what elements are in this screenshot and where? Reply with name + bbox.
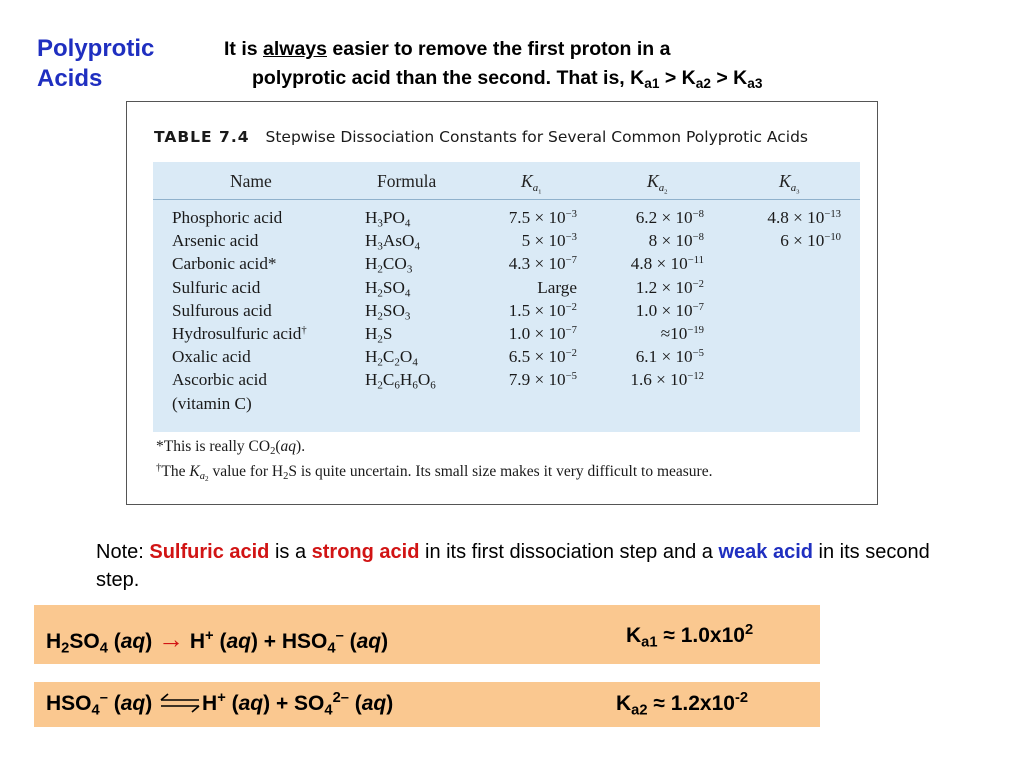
table-body <box>153 162 860 432</box>
acid-name-text: Ascorbic acid <box>172 370 267 390</box>
header-sub: 3 <box>796 188 800 196</box>
formula-part: PO <box>382 208 405 227</box>
intro-fragment: easier to remove the first proton in a <box>326 38 671 60</box>
ka-exponent: -2 <box>734 689 749 706</box>
eq-text: ) <box>381 630 389 653</box>
header-a: a <box>532 181 539 194</box>
ka2-exponent: −19 <box>687 325 704 337</box>
eq-state: aq <box>361 692 387 715</box>
ka2-cell <box>607 324 704 344</box>
formula-part: 3 <box>377 240 383 253</box>
ka1-mantissa: 1.5 × 10 <box>508 300 566 320</box>
formula-part: 2 <box>377 333 383 346</box>
header-ka1 <box>521 171 542 196</box>
table-caption-text: Stepwise Dissociation Constants for Several Common Polyprotic Acids <box>265 128 808 146</box>
acid-name-text: Hydrosulfuric acid <box>172 323 302 343</box>
ka-symbol <box>616 689 749 719</box>
table-caption <box>154 128 808 146</box>
ka-k: K <box>626 624 642 647</box>
table-row <box>153 278 860 301</box>
formula-part: C <box>382 370 395 390</box>
ka3-mantissa: 6 × 10 <box>780 231 825 251</box>
ka1-mantissa: 1.0 × 10 <box>508 323 566 343</box>
eq-sub: 4 <box>99 640 108 657</box>
ka-k: K <box>616 692 632 715</box>
ka2-cell <box>607 231 704 251</box>
ka-subscript: a2 <box>695 76 711 92</box>
ka2-exponent: −2 <box>692 278 704 290</box>
footnote-k: K <box>189 463 200 480</box>
formula-part: H <box>365 277 378 297</box>
ka2-exponent: −7 <box>692 301 704 313</box>
table-row <box>153 231 860 254</box>
ka3-mantissa: 4.8 × 10 <box>767 208 825 227</box>
ka-symbol: K <box>733 67 748 89</box>
header-formula: Formula <box>377 171 437 191</box>
table-rows <box>153 208 860 417</box>
formula-part: 3 <box>406 263 413 276</box>
formula-part: O <box>399 347 413 367</box>
eq-text: ( <box>225 692 239 715</box>
eq-text: HSO <box>46 692 92 715</box>
ka-number: ≈ 1.0x10 <box>657 624 745 647</box>
eq-text: ) + SO <box>263 692 325 715</box>
eq-text: ) <box>145 630 159 653</box>
ka-symbol <box>626 621 754 651</box>
footnote-text: aq <box>280 438 297 455</box>
formula-part: AsO <box>382 231 415 251</box>
eq-text: ( <box>107 692 121 715</box>
ka1-exponent: −2 <box>565 348 577 360</box>
ka1-exponent: −3 <box>565 209 577 221</box>
equation-second-dissociation <box>46 689 394 719</box>
note-fragment: Note: <box>96 541 150 563</box>
ka-sub: a2 <box>631 702 648 719</box>
ka2-mantissa: 6.1 × 10 <box>635 347 693 367</box>
acid-formula <box>365 278 410 298</box>
ka3-cell <box>738 208 841 228</box>
eq-sub: 4 <box>91 702 100 719</box>
eq-sub: 4 <box>327 640 336 657</box>
formula-part: H <box>365 231 378 251</box>
ka1-cell <box>487 301 577 321</box>
ka2-value <box>616 689 749 719</box>
table-row <box>153 301 860 324</box>
formula-part: C <box>382 347 395 367</box>
eq-state: aq <box>120 630 146 653</box>
eq-state: aq <box>356 630 382 653</box>
table-row <box>153 254 860 277</box>
ka1-mantissa: 7.5 × 10 <box>508 208 566 227</box>
note-sulfuric-acid: Sulfuric acid <box>149 541 270 563</box>
header-name: Name <box>230 171 272 191</box>
formula-part: H <box>365 208 378 227</box>
acid-formula <box>365 324 392 344</box>
header-sub: 2 <box>664 188 668 196</box>
formula-part: 6 <box>394 379 400 392</box>
ka2-exponent: −8 <box>692 232 704 244</box>
eq-text: H <box>46 630 62 653</box>
table-row <box>153 208 860 231</box>
ka1-exponent: −7 <box>565 255 577 267</box>
ka-symbol: K <box>681 67 696 89</box>
header-a: a <box>790 181 797 194</box>
note-fragment: in its first dissociation step and a <box>419 541 719 563</box>
acid-formula <box>365 347 418 367</box>
formula-part: 3 <box>377 217 383 230</box>
eq-charge: + <box>205 627 214 644</box>
header-sub: 1 <box>538 188 542 196</box>
note-weak-acid: weak acid <box>718 541 813 563</box>
footnote-text: value for H <box>208 463 284 480</box>
acid-name <box>172 347 251 367</box>
header-rule <box>153 199 860 200</box>
formula-part: H <box>365 370 378 390</box>
ka2-mantissa: 8 × 10 <box>648 231 693 251</box>
acid-name-text: Sulfurous acid <box>172 300 272 320</box>
ka1-cell <box>487 370 577 390</box>
footnote-hydrosulfuric <box>156 461 713 484</box>
ka1-cell <box>487 254 577 274</box>
ka2-exponent: −12 <box>687 371 704 383</box>
eq-text: ( <box>348 692 362 715</box>
acid-formula <box>365 254 412 274</box>
note-strong-acid: strong acid <box>311 541 420 563</box>
eq-charge: 2– <box>332 689 349 706</box>
footnote-sub: a <box>199 471 206 483</box>
acid-name <box>172 208 282 228</box>
formula-part: H <box>365 323 378 343</box>
footnote-text: The <box>161 463 190 480</box>
ka1-value <box>626 621 754 651</box>
acid-name <box>172 254 277 274</box>
ka2-cell <box>607 347 704 367</box>
eq-text: ( <box>343 630 357 653</box>
formula-part: 4 <box>404 217 411 230</box>
ka2-cell <box>607 208 704 228</box>
intro-line-1 <box>224 35 762 64</box>
ka1-exponent: −7 <box>565 325 577 337</box>
ka-symbol: K <box>630 67 645 89</box>
formula-part: CO <box>382 254 407 274</box>
acid-name <box>172 394 252 414</box>
formula-part: H <box>365 347 378 367</box>
eq-text: SO <box>69 630 100 653</box>
equation-box-second-dissociation <box>34 682 820 727</box>
intro-text <box>224 35 762 93</box>
formula-part: H <box>365 254 378 274</box>
ka1-mantissa: 7.9 × 10 <box>508 370 566 390</box>
title-line-1: Polyprotic <box>37 35 155 62</box>
ka-number: ≈ 1.2x10 <box>647 692 735 715</box>
ka1-cell <box>487 278 577 298</box>
ka2-exponent: −8 <box>692 209 704 221</box>
ka2-mantissa: 1.0 × 10 <box>635 300 693 320</box>
eq-state: aq <box>120 692 146 715</box>
eq-text: ( <box>213 630 227 653</box>
slide-title <box>37 34 154 94</box>
footnote-sub: 2 <box>270 446 276 458</box>
eq-text: ) <box>386 692 394 715</box>
ka2-mantissa: 1.2 × 10 <box>635 277 693 297</box>
ka1-exponent: −5 <box>565 371 577 383</box>
ka3-exponent: −10 <box>824 232 841 244</box>
equation-box-first-dissociation <box>34 605 820 664</box>
intro-fragment: It is <box>224 38 264 60</box>
header-k: K <box>521 171 533 191</box>
ka1-exponent: −3 <box>565 232 577 244</box>
dagger-mark: † <box>301 325 307 337</box>
acid-name-text: Arsenic acid <box>172 231 259 251</box>
ka2-mantissa: 6.2 × 10 <box>635 208 693 227</box>
ka3-cell <box>738 231 841 251</box>
equation-first-dissociation <box>46 624 388 655</box>
ka2-mantissa: 1.6 × 10 <box>630 370 688 390</box>
table-number: TABLE 7.4 <box>154 128 250 146</box>
formula-part: H <box>365 300 378 320</box>
table-row <box>153 324 860 347</box>
acid-name <box>172 324 307 344</box>
ka1-mantissa: Large <box>537 277 577 297</box>
formula-part: 2 <box>394 356 400 369</box>
comparison-sign: > <box>659 67 682 89</box>
table-row <box>153 370 860 393</box>
forward-arrow-icon: → <box>158 624 185 654</box>
acid-name-text: Phosphoric acid <box>172 208 283 227</box>
footnote-text: ( <box>275 438 281 455</box>
acid-formula <box>365 208 410 228</box>
acid-name-text: Sulfuric acid <box>172 277 261 297</box>
ka1-mantissa: 5 × 10 <box>521 231 566 251</box>
formula-part: 6 <box>412 379 418 392</box>
header-ka2 <box>647 171 668 196</box>
acid-formula <box>365 231 420 251</box>
ka1-exponent: −2 <box>565 301 577 313</box>
formula-part: 2 <box>377 379 383 392</box>
eq-sub: 4 <box>324 702 333 719</box>
formula-part: 2 <box>377 310 383 323</box>
eq-state: aq <box>238 692 264 715</box>
formula-part: 4 <box>412 356 418 369</box>
ka1-mantissa: 4.3 × 10 <box>508 254 566 274</box>
ka2-mantissa: ≈10 <box>660 323 688 343</box>
formula-part: 2 <box>377 263 383 276</box>
formula-part: 4 <box>414 240 420 253</box>
footnote-text: S is quite uncertain. Its small size makes it very difficult to measure. <box>288 463 713 480</box>
formula-part: SO <box>382 277 405 297</box>
table-row <box>153 394 860 417</box>
acid-name-text: Oxalic acid <box>172 347 251 367</box>
footnote-text: *This is really CO <box>156 438 271 455</box>
intro-always-underlined: always <box>263 38 327 60</box>
dissociation-table-figure <box>126 101 878 505</box>
dagger-mark: † <box>156 461 162 474</box>
ka1-cell <box>487 347 577 367</box>
ka2-mantissa: 4.8 × 10 <box>630 254 688 274</box>
footnote-carbonic <box>156 438 305 456</box>
ka-exponent: 2 <box>744 621 754 638</box>
eq-text: ( <box>107 630 121 653</box>
acid-name <box>172 278 260 298</box>
acid-name <box>172 301 272 321</box>
ka2-cell <box>607 278 704 298</box>
header-k: K <box>647 171 659 191</box>
comparison-sign: > <box>710 67 734 89</box>
acid-formula <box>365 301 410 321</box>
ka1-cell <box>487 324 577 344</box>
formula-part: 2 <box>377 356 383 369</box>
ka1-cell <box>487 231 577 251</box>
note-text <box>96 538 976 594</box>
note-fragment: in its second step. <box>96 541 930 591</box>
eq-text: ) + HSO <box>250 630 328 653</box>
equilibrium-arrow-icon <box>158 693 202 713</box>
ka-subscript: a3 <box>747 76 763 92</box>
formula-part: H <box>399 370 413 390</box>
ka-subscript: a1 <box>644 76 660 92</box>
eq-charge: – <box>335 627 344 644</box>
eq-text: ) <box>145 692 159 715</box>
table-row <box>153 347 860 370</box>
header-ka3 <box>779 171 800 196</box>
intro-line-2 <box>224 64 762 93</box>
note-fragment: is a <box>269 541 312 563</box>
ka2-exponent: −11 <box>687 255 704 267</box>
intro-fragment: polyprotic acid than the second. That is, <box>252 67 631 89</box>
formula-part: 6 <box>430 379 436 392</box>
header-k: K <box>779 171 791 191</box>
ka2-exponent: −5 <box>692 348 704 360</box>
formula-part: 2 <box>377 286 383 299</box>
formula-part: S <box>382 323 393 343</box>
ka1-cell <box>487 208 577 228</box>
formula-part: O <box>417 370 431 390</box>
title-line-2: Acids <box>37 65 103 92</box>
formula-part: 3 <box>404 310 411 323</box>
formula-part: 4 <box>404 286 411 299</box>
ka2-cell <box>607 254 704 274</box>
ka-sub: a1 <box>641 634 658 651</box>
eq-sub: 2 <box>61 640 70 657</box>
header-a: a <box>658 181 665 194</box>
ka1-mantissa: 6.5 × 10 <box>508 347 566 367</box>
ka2-cell <box>607 301 704 321</box>
footnote-text: ). <box>296 438 306 455</box>
acid-name-text: Carbonic acid* <box>172 254 277 274</box>
eq-charge: – <box>99 689 108 706</box>
acid-name <box>172 370 267 390</box>
ka2-cell <box>607 370 704 390</box>
acid-name-text: (vitamin C) <box>172 393 252 413</box>
footnote-sub: 2 <box>283 471 289 483</box>
eq-charge: + <box>217 689 226 706</box>
acid-name <box>172 231 258 251</box>
acid-formula <box>365 370 436 390</box>
eq-text: H <box>202 692 218 715</box>
formula-part: SO <box>382 300 405 320</box>
ka3-exponent: −13 <box>824 209 841 221</box>
eq-text: H <box>184 630 206 653</box>
eq-state: aq <box>226 630 251 653</box>
footnote-sub: 2 <box>205 475 209 484</box>
